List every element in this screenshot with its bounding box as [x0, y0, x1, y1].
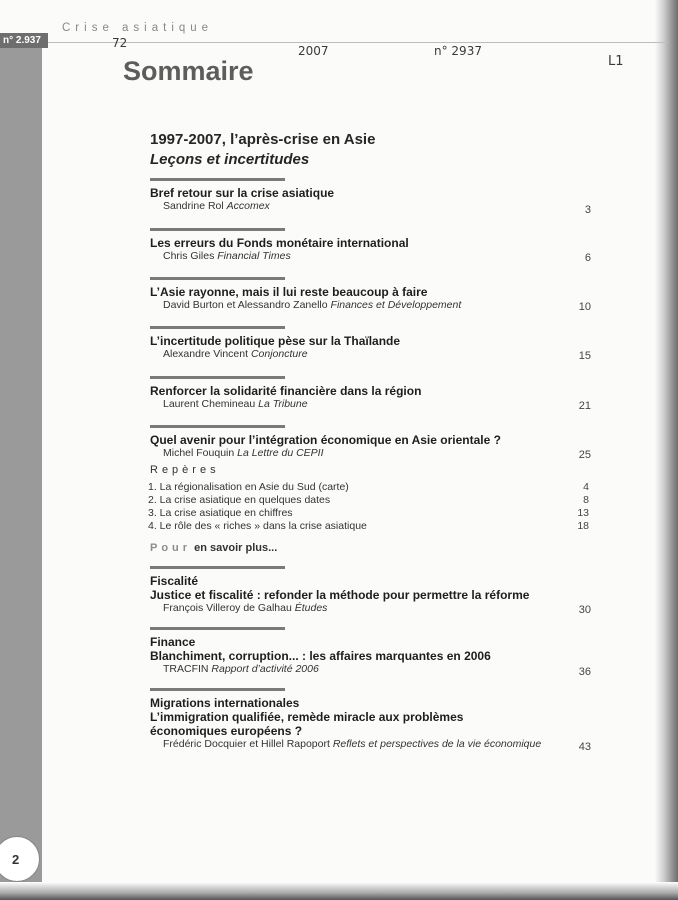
page-number: 2	[12, 852, 20, 867]
rubric-label: Migrations internationales	[150, 696, 300, 710]
entry-rule	[150, 277, 285, 280]
page-title: Sommaire	[123, 56, 254, 86]
entry-page: 15	[578, 350, 591, 362]
entry-author: François Villeroy de Galhau Études	[163, 602, 328, 614]
binding-shadow	[654, 0, 678, 900]
entry-title: L’incertitude politique pèse sur la Thaïlande	[150, 334, 401, 348]
entry-page: 30	[578, 604, 591, 616]
entry-title: L’immigration qualifiée, remède miracle aux problèmes économiques européens ?	[150, 710, 464, 738]
rubric-label: Finance	[150, 635, 196, 649]
entry-rule	[150, 425, 285, 428]
entry-rule	[150, 376, 285, 379]
entry-title: Quel avenir pour l’intégration économique en Asie orientale ?	[150, 433, 501, 447]
reperes-heading: Repères	[150, 464, 220, 476]
entry-page: 36	[578, 666, 591, 678]
entry-title: Blanchiment, corruption... : les affaires marquantes en 2006	[150, 649, 491, 663]
entry-author: Michel Fouquin La Lettre du CEPII	[163, 447, 324, 459]
toc-entry[interactable]	[150, 178, 595, 216]
entry-page: 21	[578, 400, 591, 412]
rubric-entry[interactable]	[150, 566, 595, 615]
entry-author: TRACFIN Rapport d’activité 2006	[163, 663, 319, 675]
entry-page: 3	[584, 204, 591, 216]
header-rule	[48, 42, 668, 43]
handwritten-note: n° 2937	[434, 44, 482, 58]
repere-item[interactable]: 2. La crise asiatique en quelques dates 8	[148, 494, 589, 506]
repere-item[interactable]: 4. Le rôle des « riches » dans la crise asiatique 18	[148, 520, 589, 532]
entry-title: L’Asie rayonne, mais il lui reste beaucoup à faire	[150, 285, 428, 299]
left-margin-bar	[0, 44, 42, 884]
handwritten-note: L1	[608, 54, 624, 69]
toc-entry[interactable]	[150, 376, 595, 411]
entry-page: 43	[578, 741, 591, 753]
repere-item[interactable]: 3. La crise asiatique en chiffres 13	[148, 507, 589, 519]
entry-title: Bref retour sur la crise asiatique	[150, 186, 335, 200]
rubric-entry[interactable]	[150, 688, 595, 751]
toc-entry[interactable]	[150, 326, 595, 361]
entry-rule	[150, 566, 285, 569]
series-title: Crise asiatique	[62, 22, 214, 34]
toc-entry[interactable]	[150, 228, 595, 263]
bottom-shadow	[0, 882, 678, 900]
handwritten-note: 2007	[298, 44, 329, 58]
entry-author: Alexandre Vincent Conjoncture	[163, 348, 308, 360]
entry-author: Chris Giles Financial Times	[163, 250, 291, 262]
further-reading-heading: Pour en savoir plus...	[150, 542, 278, 554]
repere-item[interactable]: 1. La régionalisation en Asie du Sud (carte) 4	[148, 481, 589, 493]
entry-title: Justice et fiscalité : refonder la méthode pour permettre la réforme	[150, 588, 530, 602]
rubric-entry[interactable]	[150, 627, 595, 676]
entry-rule	[150, 178, 285, 181]
entry-rule	[150, 326, 285, 329]
entry-title: Renforcer la solidarité financière dans la région	[150, 384, 422, 398]
entry-author: Sandrine Rol Accomex	[163, 200, 270, 212]
entry-rule	[150, 688, 285, 691]
entry-author: Frédéric Docquier et Hillel Rapoport Reflets et perspectives de la vie économique	[163, 738, 542, 750]
handwritten-note: 72	[112, 36, 128, 50]
entry-author: David Burton et Alessandro Zanello Finances et Développement	[163, 299, 462, 311]
dossier-title: 1997-2007, l’après-crise en Asie	[150, 131, 376, 148]
toc-entry[interactable]	[150, 277, 595, 312]
entry-rule	[150, 228, 285, 231]
entry-author: Laurent Chemineau La Tribune	[163, 398, 308, 410]
toc-entry[interactable]	[150, 425, 595, 460]
entry-page: 10	[578, 301, 591, 313]
entry-page: 6	[584, 252, 591, 264]
dossier-subtitle: Leçons et incertitudes	[150, 151, 310, 168]
entry-page: 25	[578, 449, 591, 461]
rubric-label: Fiscalité	[150, 574, 199, 588]
issue-number: n° 2.937	[0, 33, 48, 48]
entry-title: Les erreurs du Fonds monétaire international	[150, 236, 409, 250]
entry-rule	[150, 627, 285, 630]
